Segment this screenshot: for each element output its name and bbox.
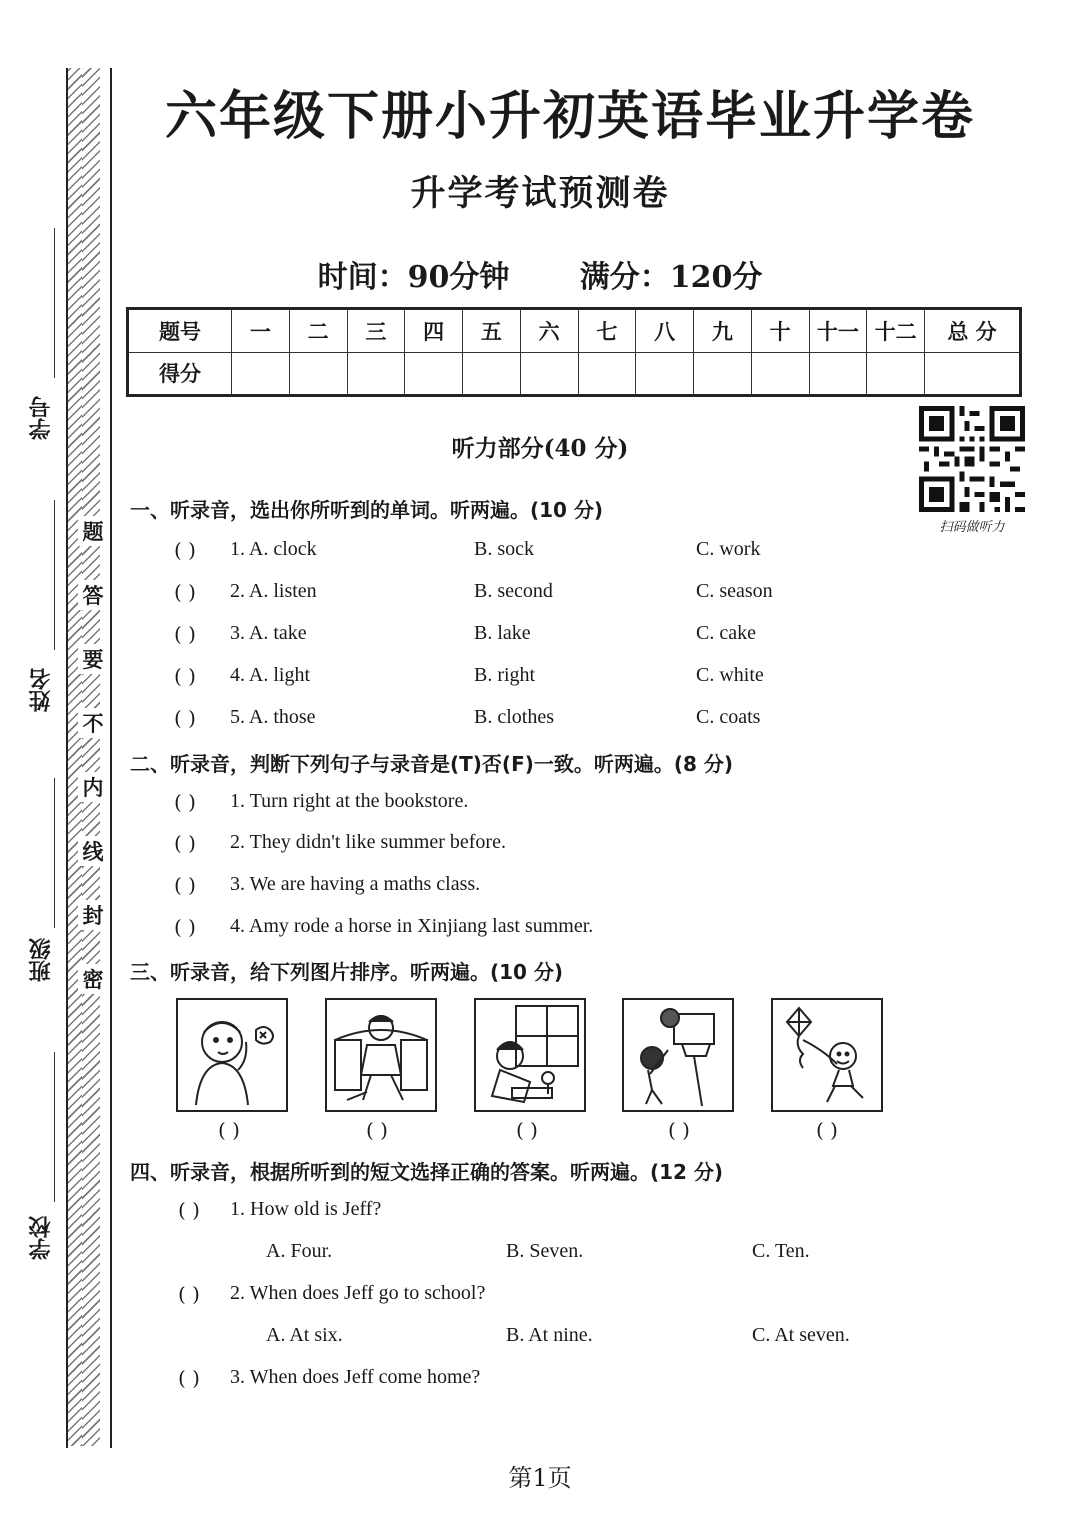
student-id-label: 学号 [28, 396, 54, 440]
boy-reading-picture [474, 998, 586, 1112]
answer-blank[interactable]: ( ) [174, 915, 196, 939]
answer-blank[interactable]: ( ) [178, 1198, 200, 1222]
q4-1-option-b: B. Seven. [506, 1240, 584, 1262]
q4-question-2: 2. When does Jeff go to school? [230, 1282, 486, 1304]
seal-char-3: 要 [78, 644, 108, 674]
score-col-2: 二 [289, 309, 347, 353]
answer-blank[interactable]: ( ) [174, 622, 196, 646]
listening-section-title: 听力部分(40 分) [451, 435, 629, 462]
score-cell-total[interactable] [925, 352, 1021, 396]
seal-char-1: 题 [78, 516, 108, 546]
score-col-3: 三 [347, 309, 405, 353]
answer-blank[interactable]: ( ) [174, 538, 196, 562]
answer-blank[interactable]: ( ) [174, 706, 196, 730]
q2-heading: 二、听录音，判断下列句子与录音是(T)否(F)一致。听两遍。(8 分) [130, 752, 734, 776]
name-line [54, 500, 55, 650]
q1-5-option-a: 5. A. those [230, 706, 316, 728]
score-cell[interactable] [578, 352, 636, 396]
q1-2-option-b: B. second [474, 580, 553, 602]
seal-char-2: 答 [78, 580, 108, 610]
seal-char-7: 封 [78, 900, 108, 930]
score-cell[interactable] [694, 352, 752, 396]
q2-sentence-4: 4. Amy rode a horse in Xinjiang last summer. [230, 915, 594, 937]
score-cell[interactable] [347, 352, 405, 396]
score-col-11: 十一 [809, 309, 867, 353]
sick-man-picture [176, 998, 288, 1112]
q1-4-option-c: C. white [696, 664, 764, 686]
q3-heading: 三、听录音，给下列图片排序。听两遍。(10 分) [130, 960, 564, 984]
q4-question-1: 1. How old is Jeff? [230, 1198, 382, 1220]
score-cell[interactable] [809, 352, 867, 396]
score-cell[interactable] [405, 352, 463, 396]
q1-4-option-a: 4. A. light [230, 664, 311, 686]
score-col-7: 七 [578, 309, 636, 353]
q1-2-option-c: C. season [696, 580, 773, 602]
seal-char-5: 内 [78, 772, 108, 802]
q1-heading: 一、听录音，选出你所听到的单词。听两遍。(10 分) [130, 498, 604, 522]
score-cell[interactable] [232, 352, 290, 396]
q1-3-option-a: 3. A. take [230, 622, 307, 644]
picture-answer-blank-3[interactable]: ( ) [516, 1118, 538, 1142]
score-col-10: 十 [751, 309, 809, 353]
score-cell[interactable] [520, 352, 578, 396]
school-label: 学校 [28, 1216, 54, 1260]
score-col-4: 四 [405, 309, 463, 353]
class-line [54, 778, 55, 928]
score-col-6: 六 [520, 309, 578, 353]
score-table-row2-label: 得分 [128, 352, 232, 396]
score-col-8: 八 [636, 309, 694, 353]
answer-blank[interactable]: ( ) [178, 1282, 200, 1306]
q1-5-option-b: B. clothes [474, 706, 554, 728]
score-table-row1-label: 题号 [128, 309, 232, 353]
answer-blank[interactable]: ( ) [174, 664, 196, 688]
exam-subtitle: 升学考试预测卷 [410, 173, 670, 214]
q4-2-option-a: A. At six. [266, 1324, 343, 1346]
q1-5-option-c: C. coats [696, 706, 761, 728]
answer-blank[interactable]: ( ) [174, 580, 196, 604]
answer-blank[interactable]: ( ) [178, 1366, 200, 1390]
picture-answer-blank-4[interactable]: ( ) [668, 1118, 690, 1142]
q1-1-option-c: C. work [696, 538, 761, 560]
q1-1-option-b: B. sock [474, 538, 534, 560]
score-table-score-row [128, 352, 1021, 396]
picture-answer-blank-1[interactable]: ( ) [218, 1118, 240, 1142]
school-line [54, 1052, 55, 1202]
q2-sentence-1: 1. Turn right at the bookstore. [230, 790, 469, 812]
kite-picture [771, 998, 883, 1112]
exam-full-score: 满分：120分 [579, 260, 763, 295]
q1-2-option-a: 2. A. listen [230, 580, 317, 602]
man-on-sofa-picture [325, 998, 437, 1112]
answer-blank[interactable]: ( ) [174, 831, 196, 855]
seal-char-6: 线 [78, 836, 108, 866]
q4-question-3: 3. When does Jeff come home? [230, 1366, 481, 1388]
q2-sentence-2: 2. They didn't like summer before. [230, 831, 506, 853]
score-cell[interactable] [463, 352, 521, 396]
q1-4-option-b: B. right [474, 664, 536, 686]
class-label: 班级 [28, 938, 54, 982]
student-id-line [54, 228, 55, 378]
q1-3-option-b: B. lake [474, 622, 531, 644]
score-col-1: 一 [232, 309, 290, 353]
score-table-header-row [128, 309, 1021, 353]
name-label: 姓名 [28, 668, 54, 712]
exam-time-score [120, 252, 960, 296]
margin-line-inner [110, 68, 112, 1448]
q1-1-option-a: 1. A. clock [230, 538, 317, 560]
score-col-12: 十二 [867, 309, 925, 353]
picture-answer-blank-5[interactable]: ( ) [816, 1118, 838, 1142]
q1-3-option-c: C. cake [696, 622, 756, 644]
score-table [126, 307, 1022, 397]
margin-hatch-strip [82, 68, 100, 1446]
score-col-total: 总 分 [925, 309, 1021, 353]
picture-answer-blank-2[interactable]: ( ) [366, 1118, 388, 1142]
qr-caption: 扫码做听力 [939, 520, 1005, 535]
exam-title: 六年级下册小升初英语毕业升学卷 [164, 86, 975, 147]
page-number: 第1页 [508, 1464, 572, 1492]
q4-2-option-b: B. At nine. [506, 1324, 593, 1346]
q4-1-option-c: C. Ten. [752, 1240, 810, 1262]
score-cell[interactable] [289, 352, 347, 396]
q2-sentence-3: 3. We are having a maths class. [230, 873, 481, 895]
basketball-picture [622, 998, 734, 1112]
exam-time: 时间：90分钟 [317, 260, 510, 295]
q4-1-option-a: A. Four. [266, 1240, 333, 1262]
q4-2-option-c: C. At seven. [752, 1324, 850, 1346]
seal-char-8: 密 [78, 964, 108, 994]
score-cell[interactable] [636, 352, 694, 396]
answer-blank[interactable]: ( ) [174, 790, 196, 814]
q4-heading: 四、听录音，根据所听到的短文选择正确的答案。听两遍。(12 分) [130, 1160, 724, 1184]
seal-char-4: 不 [78, 708, 108, 738]
score-cell[interactable] [751, 352, 809, 396]
score-col-9: 九 [694, 309, 752, 353]
score-col-5: 五 [463, 309, 521, 353]
score-cell[interactable] [867, 352, 925, 396]
margin-line-outer [66, 68, 68, 1448]
answer-blank[interactable]: ( ) [174, 873, 196, 897]
